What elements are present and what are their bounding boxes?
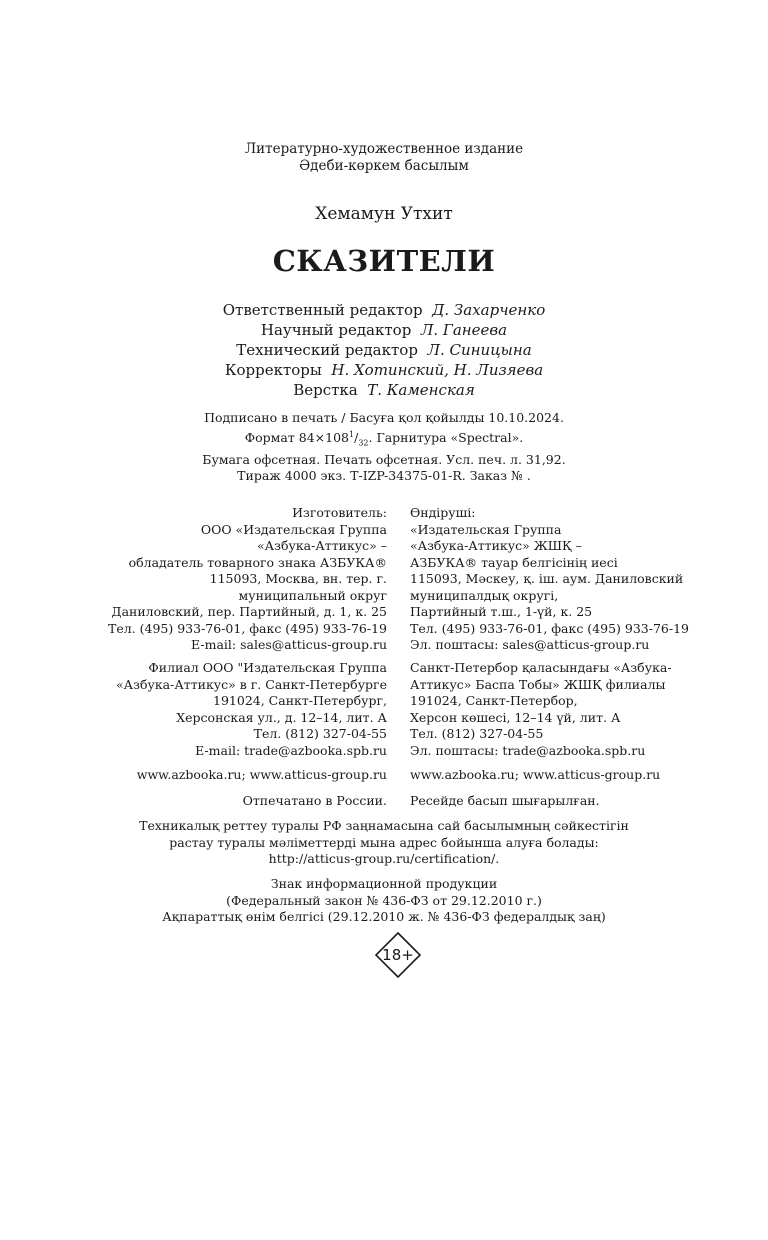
format-suffix: . Гарнитура «Spectral». (368, 429, 524, 445)
credit-line (0, 380, 768, 400)
manufacturer-line: Тел. (495) 933-76-01, факс (495) 933-76-19 (410, 620, 689, 636)
branch-email: Эл. поштасы: trade@azbooka.spb.ru (410, 742, 646, 758)
format-prefix: Формат 84×108 (244, 429, 349, 445)
branch-line: 191024, Санкт-Петербург, (213, 693, 387, 708)
manufacturer-email: Эл. поштасы: sales@atticus-group.ru (410, 637, 650, 652)
credit-role: Корректоры (224, 361, 322, 379)
series-kz: Әдеби-көркем басылым (299, 158, 469, 174)
series-ru: Литературно-художественное издание (244, 141, 524, 157)
manufacturer-kz (410, 505, 690, 654)
branch-line: Аттикус» Баспа Тобы» ЖШҚ филиалы (410, 676, 666, 692)
branch-line: Тел. (812) 327-04-55 (410, 726, 544, 741)
branch-line: Херсонская ул., д. 12–14, лит. А (176, 709, 387, 725)
info-sign-line: (Федеральный закон № 436-ФЗ от 29.12.2010 г.) (226, 892, 542, 908)
credit-line (0, 320, 768, 340)
manufacturer-line: Тел. (495) 933-76-01, факс (495) 933-76-19 (108, 620, 387, 636)
print-line-format: Формат $84\times 108^1/_{32}$. Гарнитура «Spectral». (244, 429, 524, 448)
manufacturer-line: ООО «Издательская Группа (200, 521, 387, 537)
book-title: СКАЗИТЕЛИ (272, 244, 496, 278)
print-info (0, 410, 768, 485)
credit-line (0, 340, 768, 360)
credit-line (0, 360, 768, 380)
manufacturer-line: Партийный т.ш., 1-үй, к. 25 (410, 604, 593, 619)
series-block (0, 141, 768, 175)
branch-line: Тел. (812) 327-04-55 (253, 726, 387, 741)
manufacturer-line: «Издательская Группа (410, 521, 562, 537)
credit-name: Д. Захарченко (432, 301, 546, 319)
certification-line: Техникалық реттеу туралы РФ заңнамасына сай басылымның сәйкестігін (139, 818, 629, 833)
manufacturer-line: «Азбука-Аттикус» – (257, 538, 387, 553)
age-rating-label: 18+ (382, 946, 414, 964)
credit-role: Ответственный редактор (222, 301, 423, 319)
credit-name: Л. Ганеева (420, 321, 508, 339)
web-links-kz: www.azbooka.ru; www.atticus-group.ru (410, 767, 661, 782)
format-num: 1 (349, 429, 355, 439)
manufacturer-line: муниципальный округ (238, 587, 387, 603)
manufacturer-email: E-mail: sales@atticus-group.ru (191, 637, 387, 652)
manufacturer-line: 115093, Москва, вн. тер. г. (209, 571, 387, 586)
printed-ru: Отпечатано в России. (242, 793, 387, 808)
manufacturer-line: Даниловский, пер. Партийный, д. 1, к. 25 (111, 604, 387, 619)
credit-name: Н. Хотинский, Н. Лизяева (331, 361, 544, 379)
branch-line: Филиал ООО "Издательская Группа (148, 660, 387, 675)
credit-role: Технический редактор (236, 341, 418, 359)
manufacturer-line: Изготовитель: (292, 505, 387, 520)
info-sign-line: Знак информационной продукции (270, 876, 498, 891)
print-line-run: Тираж 4000 экз. Т-IZP-34375-01-R. Заказ № . (237, 468, 531, 484)
manufacturer-line: муниципалдық округі, (410, 587, 559, 603)
printed-kz: Ресейде басып шығарылған. (410, 793, 600, 808)
credit-name: Л. Синицына (427, 341, 532, 359)
certification-block (0, 818, 768, 868)
info-sign-line: Ақпараттық өнім белгісі (29.12.2010 ж. № 436-ФЗ федералдық заң) (162, 909, 606, 924)
credit-role: Научный редактор (260, 321, 412, 339)
credits-block (0, 300, 768, 400)
branch-line: Херсон көшесі, 12–14 үй, лит. А (410, 709, 621, 725)
web-links-ru: www.azbooka.ru; www.atticus-group.ru (136, 767, 387, 782)
manufacturer-line: обладатель товарного знака АЗБУКА® (128, 554, 387, 570)
branch-kz (410, 660, 690, 759)
print-line-signed: Подписано в печать / Басуға қол қойылды 10.10.2024. (204, 410, 564, 425)
manufacturer-ru (107, 505, 387, 654)
branch-email: E-mail: trade@azbooka.spb.ru (195, 742, 387, 758)
manufacturer-line: АЗБУКА® тауар белгісінің иесі (410, 554, 618, 570)
branch-line: «Азбука-Аттикус» в г. Санкт-Петербурге (116, 676, 387, 692)
credit-role: Верстка (293, 381, 358, 399)
print-line-paper: Бумага офсетная. Печать офсетная. Усл. печ. л. 31,92. (202, 451, 566, 467)
credit-line (0, 300, 768, 320)
author-name: Хемамун Утхит (315, 204, 453, 224)
manufacturer-line: 115093, Мәскеу, қ. іш. аум. Даниловский (410, 571, 684, 586)
manufacturer-line: Өндіруші: (410, 505, 476, 520)
branch-ru (107, 660, 387, 759)
manufacturer-line: «Азбука-Аттикус» ЖШҚ – (410, 538, 582, 553)
format-den: 32 (358, 438, 369, 448)
certification-line: растау туралы мәліметтерді мына адрес бойынша алуға болады: (169, 834, 599, 850)
info-sign-block (0, 876, 768, 926)
branch-line: 191024, Санкт-Петербор, (410, 693, 578, 708)
certification-url: http://atticus-group.ru/certification/. (268, 851, 500, 866)
credit-name: Т. Каменская (367, 381, 475, 399)
branch-line: Санкт-Петербор қаласындағы «Азбука- (410, 660, 672, 675)
